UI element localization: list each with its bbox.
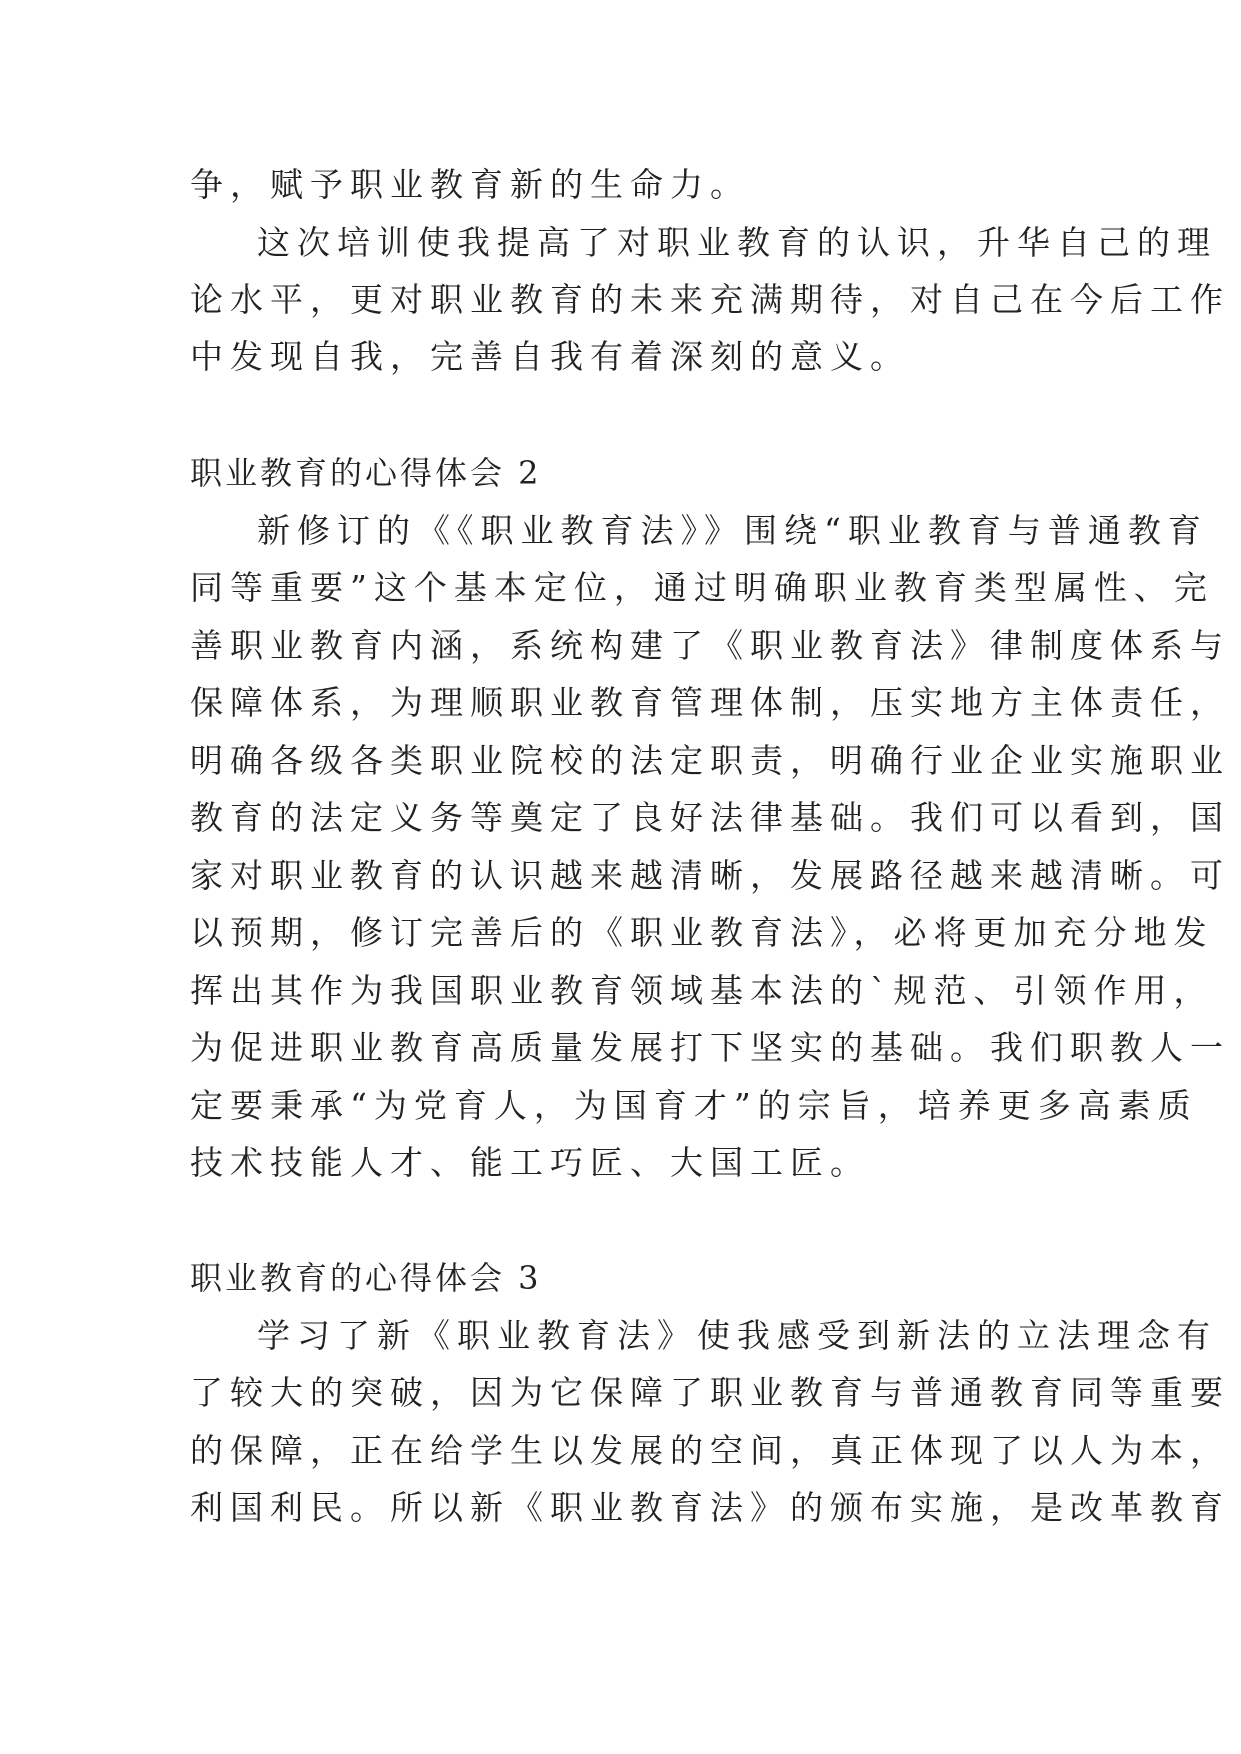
paragraph-line: 学习了新《职业教育法》使我感受到新法的立法理念有 — [257, 1316, 1217, 1355]
paragraph-line: 挥出其作为我国职业教育领域基本法的`规范、引领作用， — [190, 971, 1214, 1010]
paragraph-line: 中发现自我，完善自我有着深刻的意义。 — [190, 337, 910, 376]
paragraph-line: 技术技能人才、能工巧匠、大国工匠。 — [190, 1143, 870, 1182]
paragraph-line: 教育的法定义务等奠定了良好法律基础。我们可以看到，国 — [190, 798, 1230, 837]
paragraph-line: 论水平，更对职业教育的未来充满期待，对自己在今后工作 — [190, 280, 1230, 319]
paragraph-line: 新修订的《《职业教育法》》围绕“职业教育与普通教育 — [257, 511, 1208, 550]
paragraph-line: 明确各级各类职业院校的法定职责，明确行业企业实施职业 — [190, 741, 1230, 780]
paragraph-line: 的保障，正在给学生以发展的空间，真正体现了以人为本， — [190, 1431, 1230, 1470]
paragraph-line: 保障体系，为理顺职业教育管理体制，压实地方主体责任， — [190, 683, 1230, 722]
paragraph-line: 为促进职业教育高质量发展打下坚实的基础。我们职教人一 — [190, 1028, 1230, 1067]
paragraph-line: 了较大的突破，因为它保障了职业教育与普通教育同等重要 — [190, 1373, 1230, 1412]
paragraph-line: 这次培训使我提高了对职业教育的认识，升华自己的理 — [257, 223, 1217, 262]
paragraph-line: 以预期，修订完善后的《职业教育法》，必将更加充分地发 — [190, 913, 1214, 952]
paragraph-line: 利国利民。所以新《职业教育法》的颁布实施，是改革教育 — [190, 1488, 1230, 1527]
paragraph-line: 定要秉承“为党育人，为国育才”的宗旨，培养更多高素质 — [190, 1086, 1198, 1125]
section-heading: 职业教育的心得体会 2 — [190, 454, 542, 492]
section-heading: 职业教育的心得体会 3 — [190, 1259, 542, 1297]
paragraph-line: 同等重要”这个基本定位，通过明确职业教育类型属性、完 — [190, 568, 1214, 607]
paragraph-line: 家对职业教育的认识越来越清晰，发展路径越来越清晰。可 — [190, 856, 1230, 895]
paragraph-line: 善职业教育内涵，系统构建了《职业教育法》律制度体系与 — [190, 626, 1230, 665]
paragraph-line: 争，赋予职业教育新的生命力。 — [190, 165, 750, 204]
